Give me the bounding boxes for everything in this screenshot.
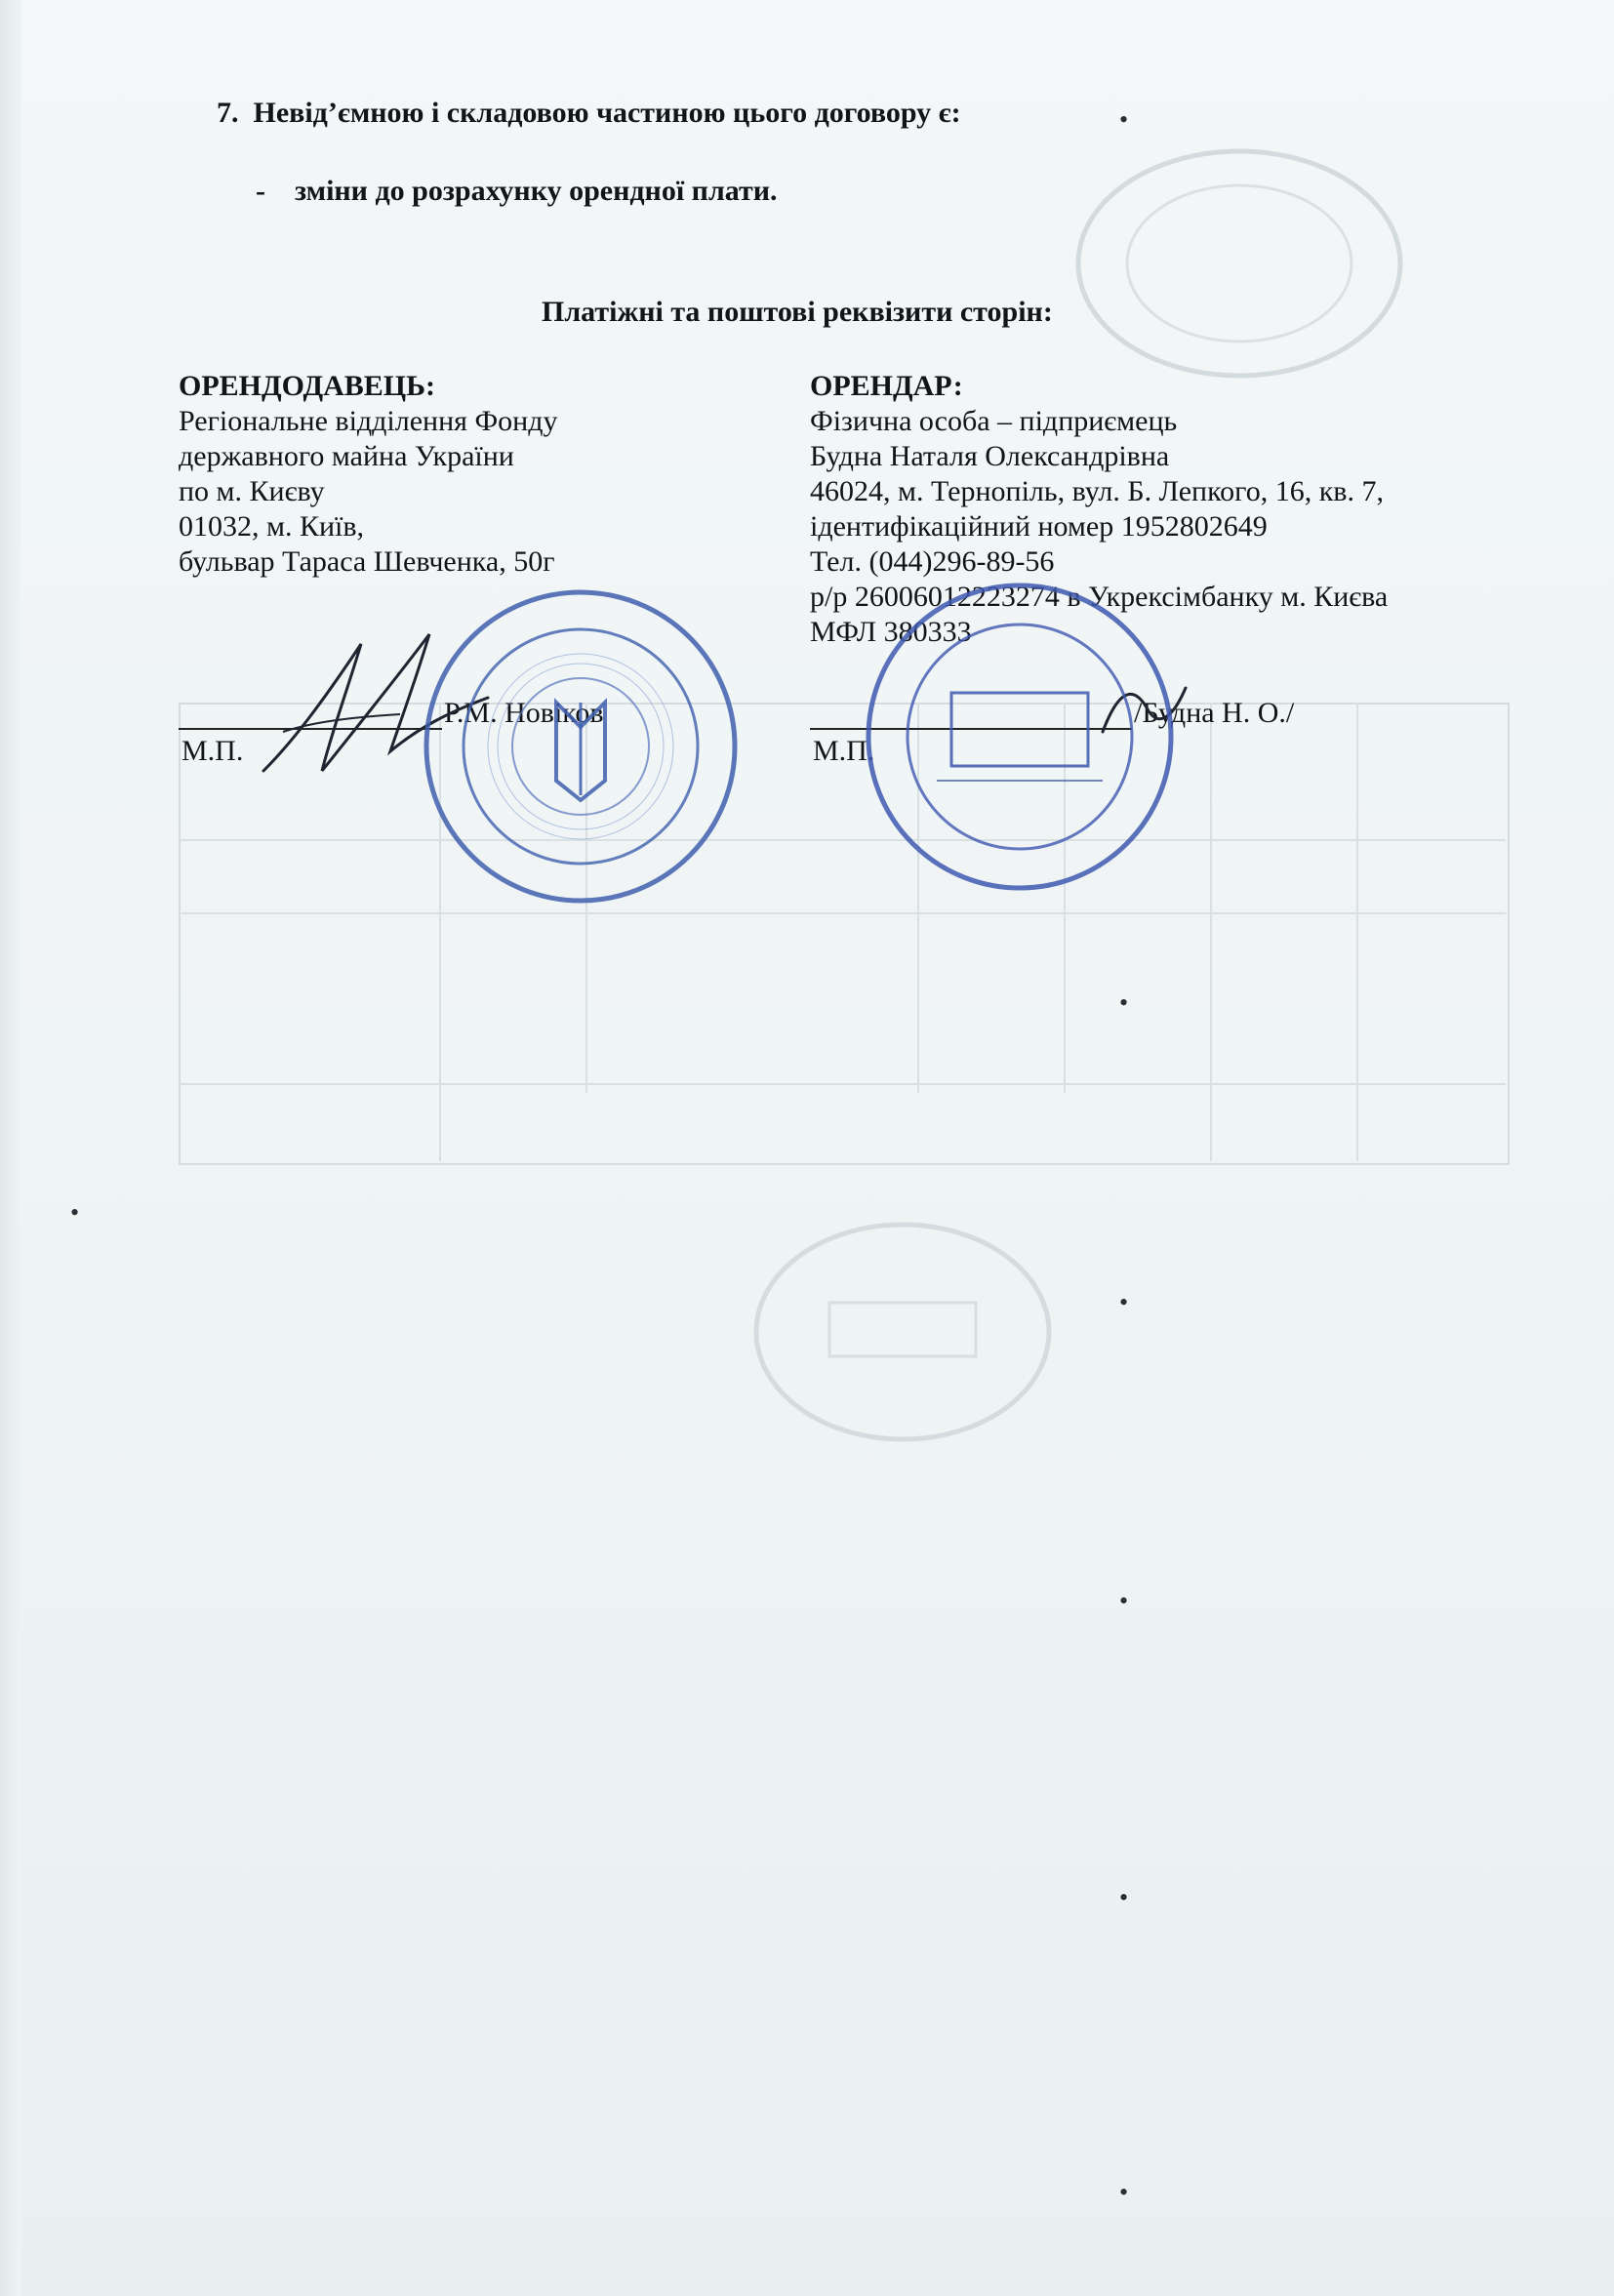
lessor-line: бульвар Тараса Шевченка, 50г [179, 545, 555, 578]
lessor-seal [420, 585, 742, 907]
clause-number: 7. [217, 97, 239, 129]
lessee-title: ОРЕНДАР: [810, 370, 963, 402]
lessor-line: 01032, м. Київ, [179, 510, 365, 543]
list-item-text: зміни до розрахунку орендної плати. [295, 175, 778, 207]
bleed-through-stamp [1064, 137, 1415, 390]
lessee-signatory: /Будна Н. О./ [1134, 697, 1295, 729]
lessor-block [179, 369, 557, 580]
scan-dot: • [1119, 105, 1129, 134]
bleed-through-line [1356, 703, 1358, 1161]
lessor-title: ОРЕНДОДАВЕЦЬ: [179, 370, 435, 402]
list-dash: - [256, 175, 265, 207]
scan-dot: • [1119, 1883, 1129, 1912]
lessor-seal-place: М.П. [182, 735, 244, 767]
lessee-seal-place: М.П. [813, 735, 875, 767]
lessee-line: 46024, м. Тернопіль, вул. Б. Лепкого, 16, кв. 7, [810, 475, 1384, 507]
lessor-line: по м. Києву [179, 475, 325, 507]
scan-dot: • [1119, 988, 1129, 1017]
scan-dot: • [1119, 1288, 1129, 1316]
bleed-through-line [179, 912, 1506, 914]
bleed-through-line [1210, 703, 1212, 1161]
scan-dot: • [70, 1198, 80, 1227]
section-heading: Платіжні та поштові реквізити сторін: [542, 296, 1053, 328]
bleed-through-stamp [742, 1210, 1064, 1454]
lessee-line: Будна Наталя Олександрівна [810, 440, 1170, 472]
clause-7 [217, 96, 961, 131]
lessor-line: державного майна України [179, 440, 514, 472]
scan-dot: • [1119, 2178, 1129, 2206]
lessor-line: Регіональне відділення Фонду [179, 405, 558, 437]
lessee-line: Тел. (044)296-89-56 [810, 545, 1055, 578]
clause-text: Невід’ємною і складовою частиною цього договору є: [253, 97, 961, 129]
binding-edge [0, 0, 21, 2296]
scan-dot: • [1119, 1587, 1129, 1615]
bleed-through-line [179, 1083, 1506, 1085]
lessee-seal [859, 576, 1181, 898]
lessee-line: Фізична особа – підприємець [810, 405, 1178, 437]
lessor-signatory: Р.М. Новіков [444, 697, 604, 729]
lessee-line: МФЛ 380333 [810, 616, 972, 648]
bleed-through-line [179, 839, 1506, 841]
lessee-line: ідентифікаційний номер 1952802649 [810, 510, 1268, 543]
lessee-line: р/р 26006012223274 в Укрексімбанку м. Києва [810, 581, 1389, 613]
clause-7-item [256, 174, 778, 209]
